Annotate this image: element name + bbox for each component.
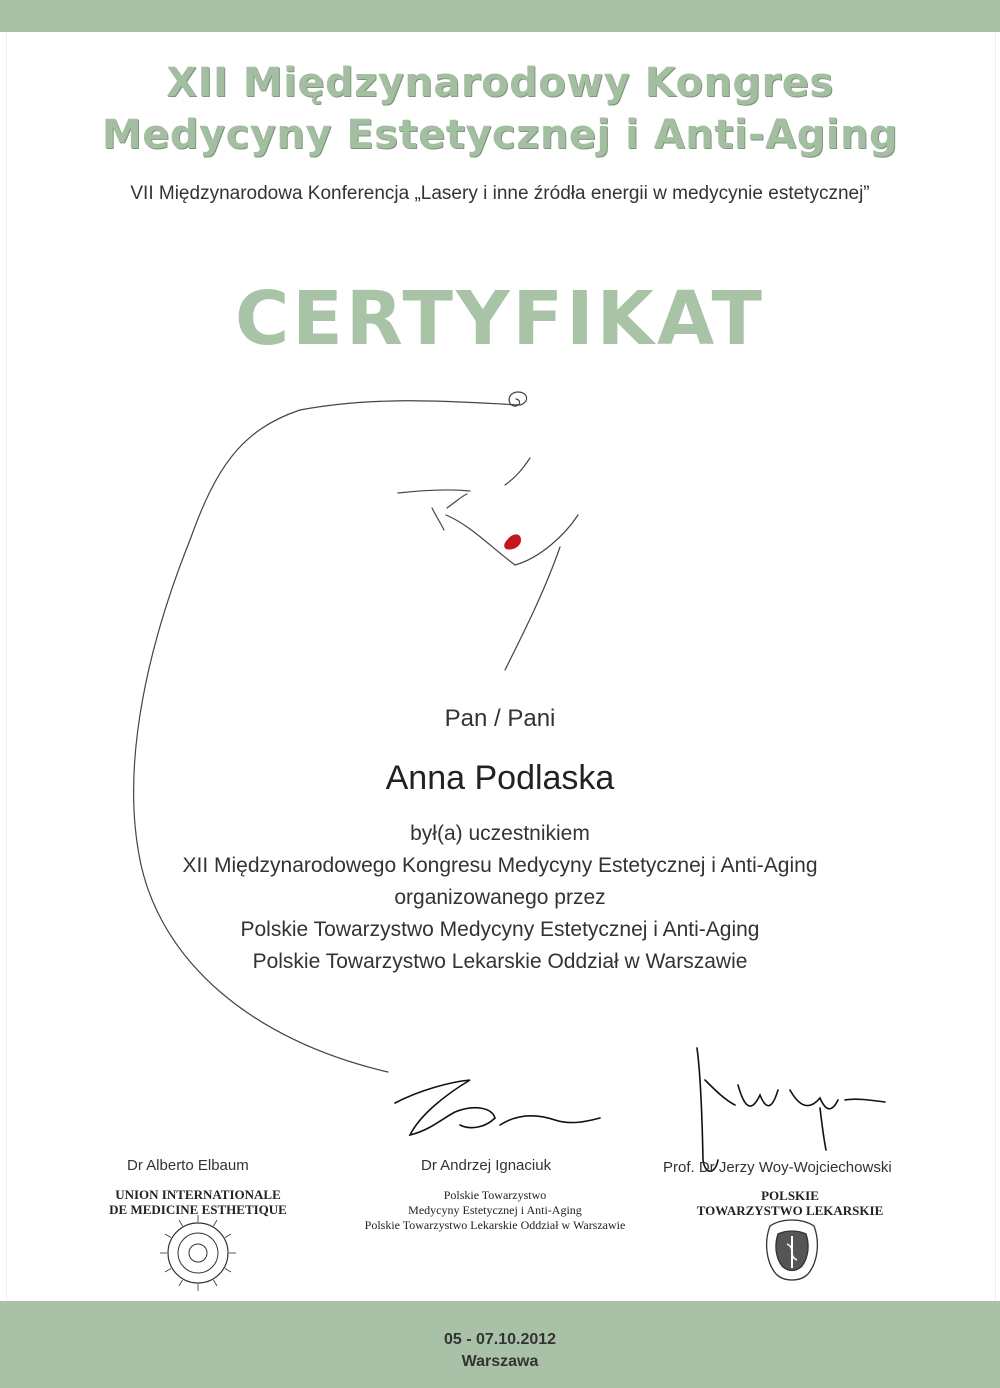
signature-ignaciuk [395,1080,600,1135]
congress-title-line1: XII Międzynarodowy Kongres [166,60,834,106]
signature-woy-wojciechowski [697,1048,885,1171]
body-line-1: był(a) uczestnikiem [410,822,590,845]
org-line: TOWARZYSTWO LEKARSKIE [696,1203,884,1218]
signatory-name-ignaciuk: Dr Andrzej Ignaciuk [421,1157,552,1174]
org-line: POLSKIE [761,1188,819,1203]
salutation: Pan / Pani [444,705,556,732]
signatory-org-woy-wojciechowski [680,1188,900,1218]
recipient-name: Anna Podlaska [385,759,615,797]
congress-title-line2: Medycyny Estetycznej i Anti-Aging [101,112,899,158]
org-line: DE MEDICINE ESTHETIQUE [109,1202,287,1217]
event-city: Warszawa [461,1353,539,1370]
body-line-4: Polskie Towarzystwo Medycyny Estetycznej i Anti-Aging [240,918,760,941]
signatory-org-ignaciuk [330,1188,660,1233]
signatory-org-elbaum [93,1187,303,1217]
ptl-crest [767,1220,818,1280]
org-line: Medycyny Estetycznej i Anti-Aging [408,1203,582,1217]
uime-seal [160,1215,236,1291]
signatory-name-elbaum: Dr Alberto Elbaum [127,1157,249,1174]
signatory-name-woy-wojciechowski: Prof. Dr Jerzy Woy-Wojciechowski [663,1159,892,1176]
body-line-5: Polskie Towarzystwo Lekarskie Oddział w Warszawie [252,950,748,973]
event-dates: 05 - 07.10.2012 [443,1331,557,1348]
body-line-2: XII Międzynarodowego Kongresu Medycyny Estetycznej i Anti-Aging [182,854,818,877]
org-line: UNION INTERNATIONALE [115,1187,281,1202]
org-line: Polskie Towarzystwo [443,1188,547,1202]
org-line: Polskie Towarzystwo Lekarskie Oddział w Warszawie [364,1218,626,1232]
body-line-3: organizowanego przez [394,886,606,909]
conference-subtitle: VII Międzynarodowa Konferencja „Lasery i inne źródła energii w medycynie estetycznej” [130,183,870,204]
lips-mark [504,534,521,549]
certificate-heading: CERTYFIKAT [234,276,765,362]
